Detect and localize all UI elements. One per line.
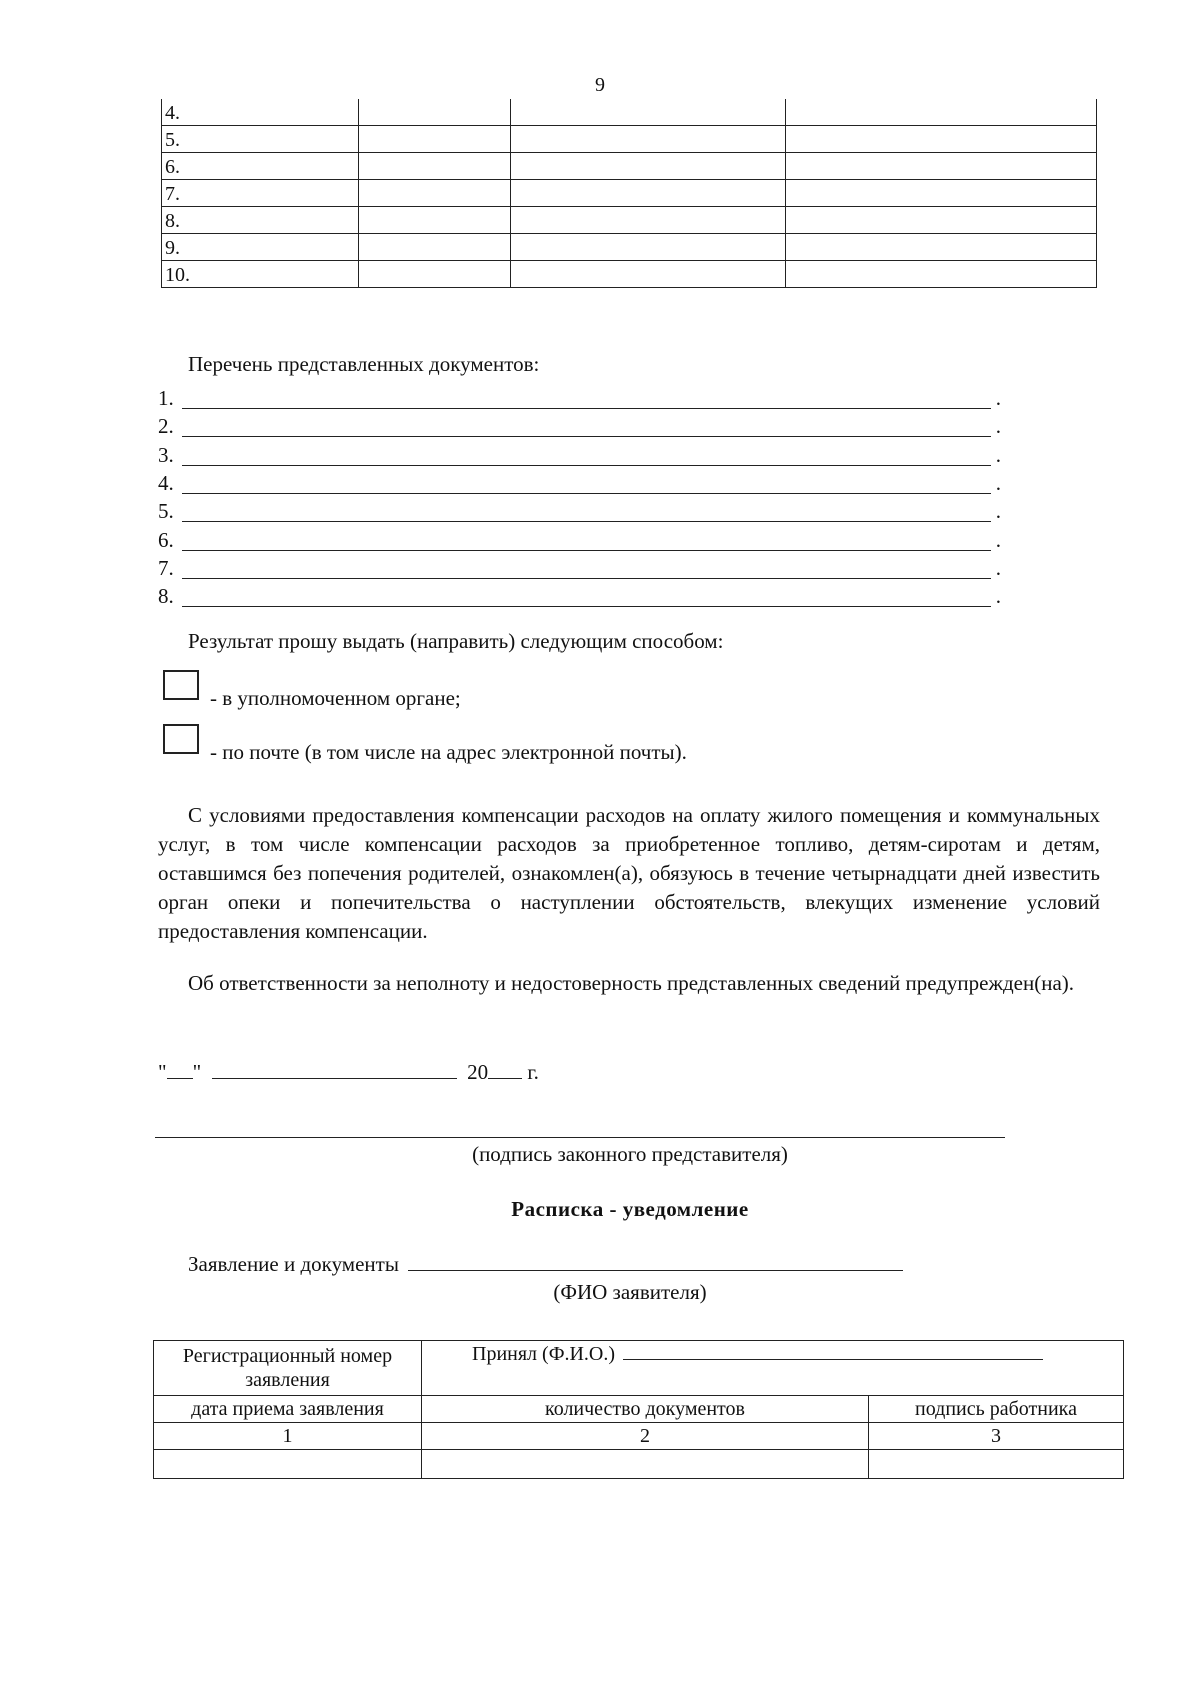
column-number-1: 1: [154, 1423, 422, 1450]
document-line-end: .: [995, 527, 1001, 552]
document-line-rule[interactable]: [182, 465, 991, 466]
option-authorized-body-label: - в уполномоченном органе;: [210, 686, 461, 710]
table-cell[interactable]: [786, 153, 1097, 180]
document-line-rule[interactable]: [182, 606, 991, 607]
submitted-line: [188, 1252, 903, 1277]
table-row: [162, 99, 1097, 126]
document-line[interactable]: [158, 583, 1003, 611]
liability-statement: Об ответственности за неполноту и недостоверность представленных сведений предупрежден(на).: [188, 971, 1075, 995]
document-line[interactable]: [158, 555, 1003, 583]
document-line[interactable]: [158, 413, 1003, 441]
document-line-rule[interactable]: [182, 493, 991, 494]
table-row: [162, 234, 1097, 261]
table-cell[interactable]: [786, 261, 1097, 288]
table-cell[interactable]: [359, 180, 511, 207]
document-line-end: .: [995, 555, 1001, 580]
document-line-number: 1.: [158, 386, 174, 410]
document-line[interactable]: [158, 498, 1003, 526]
column-header-signature: подпись работника: [869, 1396, 1124, 1423]
document-line-end: .: [995, 470, 1001, 495]
day-field[interactable]: [167, 1060, 193, 1079]
option-mail-label: - по почте (в том числе на адрес электронной почты).: [210, 740, 687, 764]
input-signature-cell[interactable]: [869, 1450, 1124, 1479]
column-number-3: 3: [869, 1423, 1124, 1450]
page-number: 9: [595, 74, 605, 96]
accepted-label: Принял (Ф.И.О.): [472, 1343, 616, 1365]
document-line[interactable]: [158, 385, 1003, 413]
table-cell[interactable]: [511, 261, 786, 288]
document-line-number: 3.: [158, 442, 174, 467]
table-cell[interactable]: [511, 99, 786, 126]
year-suffix: г.: [527, 1060, 539, 1084]
row-number-cell: 6.: [162, 153, 359, 180]
table-cell[interactable]: [786, 180, 1097, 207]
rows-table: [161, 99, 1097, 288]
document-line-end: .: [995, 499, 1001, 524]
table-cell[interactable]: [359, 234, 511, 261]
document-line-rule[interactable]: [182, 436, 991, 437]
documents-heading: Перечень представленных документов:: [188, 352, 540, 376]
row-number-cell: 9.: [162, 234, 359, 261]
table-cell[interactable]: [511, 234, 786, 261]
table-cell[interactable]: [511, 153, 786, 180]
table-cell[interactable]: [786, 99, 1097, 126]
document-line-number: 8.: [158, 584, 174, 609]
table-cell[interactable]: [359, 99, 511, 126]
month-field[interactable]: [212, 1060, 457, 1079]
document-line-number: 7.: [158, 555, 174, 580]
table-cell[interactable]: [511, 207, 786, 234]
receipt-table: [153, 1340, 1124, 1479]
document-line-end: .: [995, 386, 1001, 410]
input-doc-count-cell[interactable]: [422, 1450, 869, 1479]
receipt-title: Расписка - уведомление: [511, 1197, 749, 1221]
date-line: [158, 1060, 539, 1085]
document-line[interactable]: [158, 527, 1003, 555]
row-number-cell: 8.: [162, 207, 359, 234]
column-header-date: дата приема заявления: [154, 1396, 422, 1423]
document-line-rule[interactable]: [182, 521, 991, 522]
accepted-cell: [422, 1341, 1124, 1396]
input-date-cell[interactable]: [154, 1450, 422, 1479]
reg-number-header: Регистрационный номер заявления: [154, 1341, 422, 1396]
table-row: [162, 126, 1097, 153]
table-cell[interactable]: [511, 126, 786, 153]
open-quote: ": [158, 1060, 167, 1084]
table-cell[interactable]: [359, 207, 511, 234]
document-line-end: .: [995, 414, 1001, 439]
table-cell[interactable]: [359, 261, 511, 288]
row-number-cell: 10.: [162, 261, 359, 288]
row-number-cell: 7.: [162, 180, 359, 207]
checkbox-authorized-body[interactable]: [163, 670, 199, 700]
table-row: [162, 207, 1097, 234]
conditions-statement: С условиями предоставления компенсации расходов на оплату жилого помещения и коммунальных услуг, в том числе компенсации расходов за приобретенное топливо, детям-сиротам и детям, оставшимся без попечения родителей, ознакомлен(а), обязуюсь в течение четырнадцати дней известить орган опеки и попечительства о наступлении обстоятельств, влекущих изменение условий предоставления компенсации.: [158, 803, 1100, 943]
row-number-cell: 4.: [162, 99, 359, 126]
document-line-number: 6.: [158, 527, 174, 552]
applicant-name-field[interactable]: [408, 1252, 903, 1271]
document-line-number: 4.: [158, 470, 174, 495]
close-quote: ": [192, 1060, 202, 1084]
document-line[interactable]: [158, 442, 1003, 470]
table-cell[interactable]: [786, 126, 1097, 153]
document-line-rule[interactable]: [182, 550, 991, 551]
checkbox-mail[interactable]: [163, 724, 199, 754]
document-line-rule[interactable]: [182, 408, 991, 409]
document-line[interactable]: [158, 470, 1003, 498]
signature-caption: (подпись законного представителя): [472, 1142, 788, 1166]
column-header-doc-count: количество документов: [422, 1396, 869, 1423]
table-row: [162, 261, 1097, 288]
submitted-label: Заявление и документы: [188, 1252, 399, 1276]
column-number-2: 2: [422, 1423, 869, 1450]
table-row: [162, 180, 1097, 207]
table-cell[interactable]: [359, 126, 511, 153]
accepted-name-field[interactable]: [623, 1341, 1043, 1360]
document-line-number: 2.: [158, 414, 174, 439]
document-line-end: .: [995, 584, 1001, 609]
table-cell[interactable]: [786, 207, 1097, 234]
table-cell[interactable]: [786, 234, 1097, 261]
document-line-rule[interactable]: [182, 578, 991, 579]
row-number-cell: 5.: [162, 126, 359, 153]
table-row: [162, 153, 1097, 180]
year-field[interactable]: [488, 1060, 522, 1079]
table-cell[interactable]: [359, 153, 511, 180]
document-line-number: 5.: [158, 499, 174, 524]
century-text: 20: [467, 1060, 489, 1084]
signature-line[interactable]: [155, 1137, 1005, 1138]
delivery-heading: Результат прошу выдать (направить) следующим способом:: [188, 629, 724, 653]
table-cell[interactable]: [511, 180, 786, 207]
document-line-end: .: [995, 442, 1001, 467]
fio-caption: (ФИО заявителя): [553, 1280, 707, 1304]
